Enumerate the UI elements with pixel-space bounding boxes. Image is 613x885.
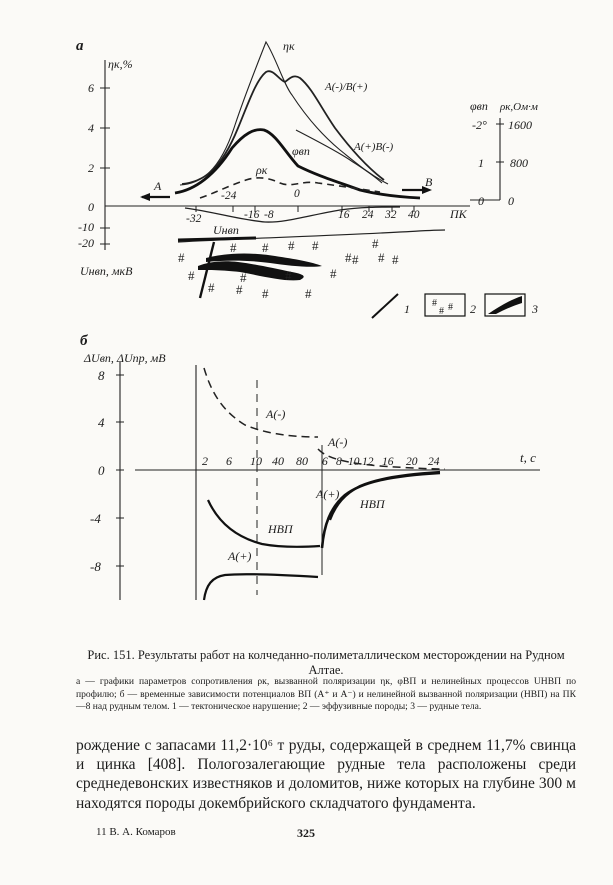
panel-a-xtick-32: 32 <box>385 209 397 221</box>
legend-1-symbol <box>372 294 398 318</box>
panel-a-xtick-16: 16 <box>338 209 350 221</box>
label-b-a-minus-left: A(-) <box>266 407 286 421</box>
panel-b <box>80 333 540 600</box>
panel-b-xtick-r8: 8 <box>336 456 342 468</box>
svg-text:#: # <box>188 268 195 283</box>
panel-b-ytick--4: -4 <box>90 511 101 526</box>
electrode-a: A <box>154 179 162 193</box>
panel-a-xtick--32: -32 <box>186 213 202 225</box>
panel-b-xtick-r24: 24 <box>428 456 440 468</box>
panel-a-phi-tick-0: 0 <box>478 194 484 208</box>
panel-b-y-label: ΔUвп, ΔUпр, мВ <box>84 351 166 365</box>
panel-b-xtick-80: 80 <box>296 454 308 468</box>
panel-a <box>76 38 538 318</box>
geology-section <box>178 230 445 301</box>
panel-a-rho-tick-0: 0 <box>508 194 514 208</box>
label-rho-k: ρк <box>256 163 268 177</box>
label-b-nvp-right: НВП <box>360 497 385 511</box>
panel-b-xtick-2: 2 <box>202 454 208 468</box>
label-b-a-plus-right: A(+) <box>316 487 340 501</box>
svg-text:#: # <box>312 238 319 253</box>
panel-a-u-axis-label: Uнвп, мкВ <box>80 264 133 278</box>
panel-b-label: б <box>80 333 88 349</box>
svg-text:#: # <box>392 252 399 267</box>
panel-a-phi-tick-2: -2° <box>472 118 487 132</box>
panel-b-xtick-40: 40 <box>272 454 284 468</box>
panel-a-xtick--8: -8 <box>264 209 274 221</box>
label-a-plus-b-minus: A(+)B(-) <box>354 141 394 153</box>
legend-2: 2 <box>470 302 476 316</box>
svg-text:#: # <box>230 240 237 255</box>
panel-a-rho-tick-800: 800 <box>510 156 528 170</box>
svg-text:#: # <box>372 236 379 251</box>
svg-text:#: # <box>352 252 359 267</box>
panel-b-xtick-r20: 20 <box>406 456 418 468</box>
panel-b-xtick-6: 6 <box>226 454 232 468</box>
panel-b-xtick-r16: 16 <box>382 456 394 468</box>
svg-text:#: # <box>240 270 247 285</box>
panel-a-y-right-label-phi: φвп <box>470 99 488 113</box>
panel-a-ytick-4: 4 <box>88 121 94 135</box>
panel-a-ytick-0: 0 <box>88 200 94 214</box>
svg-text:#: # <box>262 240 269 255</box>
panel-b-ytick--8: -8 <box>90 559 101 574</box>
electrode-a-arrow <box>140 193 150 201</box>
panel-a-xtick-40: 40 <box>408 209 420 221</box>
svg-text:#: # <box>305 286 312 301</box>
panel-a-rho-tick-1600: 1600 <box>508 118 532 132</box>
panel-a-legend <box>372 294 538 318</box>
curve-b-a-minus-left <box>204 368 318 437</box>
panel-b-x-label: t, c <box>520 450 536 465</box>
panel-a-xtick--16: -16 <box>244 209 260 221</box>
legend-3: 3 <box>532 302 538 316</box>
svg-text:#: # <box>439 306 444 317</box>
panel-b-xtick-10: 10 <box>250 454 262 468</box>
panel-a-phi-tick-1: 1 <box>478 156 484 170</box>
panel-a-xtick-0: 0 <box>294 188 300 200</box>
panel-b-ytick-4: 4 <box>98 415 105 430</box>
panel-a-label: а <box>76 38 84 54</box>
legend-2-symbol <box>425 294 465 316</box>
svg-text:#: # <box>288 238 295 253</box>
footer-signature: 11 В. А. Комаров <box>96 826 176 838</box>
panel-b-xtick-r10: 10 <box>348 456 360 468</box>
label-b-a-minus-right: A(-) <box>328 435 348 449</box>
svg-text:#: # <box>448 302 453 313</box>
panel-a-xtick--24: -24 <box>221 190 237 202</box>
panel-a-xtick-24: 24 <box>362 209 374 221</box>
page-number: 325 <box>297 826 315 840</box>
svg-text:#: # <box>285 268 292 283</box>
label-u-nvp: Uнвп <box>213 223 239 237</box>
svg-text:#: # <box>178 250 185 265</box>
body-paragraph: рождение с запасами 11,2·10⁶ т руды, содержащей в среднем 11,7% свинца и цинка [408]. Пологозалегающие рудные тела расположены среди среднедевонских известняков и доломитов, ниже которых на глубине 300 м находятся породы докембрийского складчатого фундамента. <box>76 737 576 812</box>
curve-b-nvp-right <box>330 472 440 520</box>
panel-a-utick-10: -10 <box>78 220 94 234</box>
panel-a-ytick-2: 2 <box>88 161 94 175</box>
panel-a-y-left-label: ηк,% <box>108 57 133 71</box>
svg-text:#: # <box>236 282 243 297</box>
curve-b-nvp-left <box>208 500 320 547</box>
label-a-minus-b-plus: A(-)/B(+) <box>325 81 368 93</box>
panel-a-ytick-6: 6 <box>88 81 94 95</box>
panel-a-utick-20: -20 <box>78 236 94 250</box>
svg-text:#: # <box>345 250 352 265</box>
svg-text:#: # <box>432 298 437 309</box>
panel-a-x-axis-label: ПК <box>450 207 467 221</box>
electrode-b: B <box>425 175 433 189</box>
svg-text:#: # <box>208 280 215 295</box>
svg-text:#: # <box>262 286 269 301</box>
panel-b-ytick-8: 8 <box>98 368 105 383</box>
panel-a-y-right-label-rho: ρк,Ом·м <box>500 101 538 113</box>
label-b-nvp-left: НВП <box>268 522 293 536</box>
label-phi-vp: φвп <box>292 144 310 158</box>
curve-b-a-plus-left <box>204 574 318 600</box>
curve-eta-k <box>180 42 388 185</box>
figure-caption-legend: а — графики параметров сопротивления ρк, вызванной поляризации ηк, φВП и нелинейных процессов UНВП по профилю; б — временные зависимости потенциалов ВП (А⁺ и А⁻) и нелинейной вызванной поляризации (НВП) на ПК —8 над рудным телом. 1 — тектоническое нарушение; 2 — эффузивные породы; 3 — рудные тела. <box>76 676 576 712</box>
figure-caption-title: Рис. 151. Результаты работ на колчеданно-полиметаллическом месторождении на Рудном Алтае. <box>87 648 565 677</box>
svg-text:#: # <box>330 266 337 281</box>
label-eta-k: ηк <box>283 39 295 53</box>
panel-b-ytick-0: 0 <box>98 463 105 478</box>
legend-1: 1 <box>404 302 410 316</box>
panel-b-xtick-r12: 12 <box>362 456 374 468</box>
svg-text:#: # <box>378 250 385 265</box>
panel-b-xtick-r6: 6 <box>322 456 328 468</box>
label-b-a-plus-left: A(+) <box>228 549 252 563</box>
